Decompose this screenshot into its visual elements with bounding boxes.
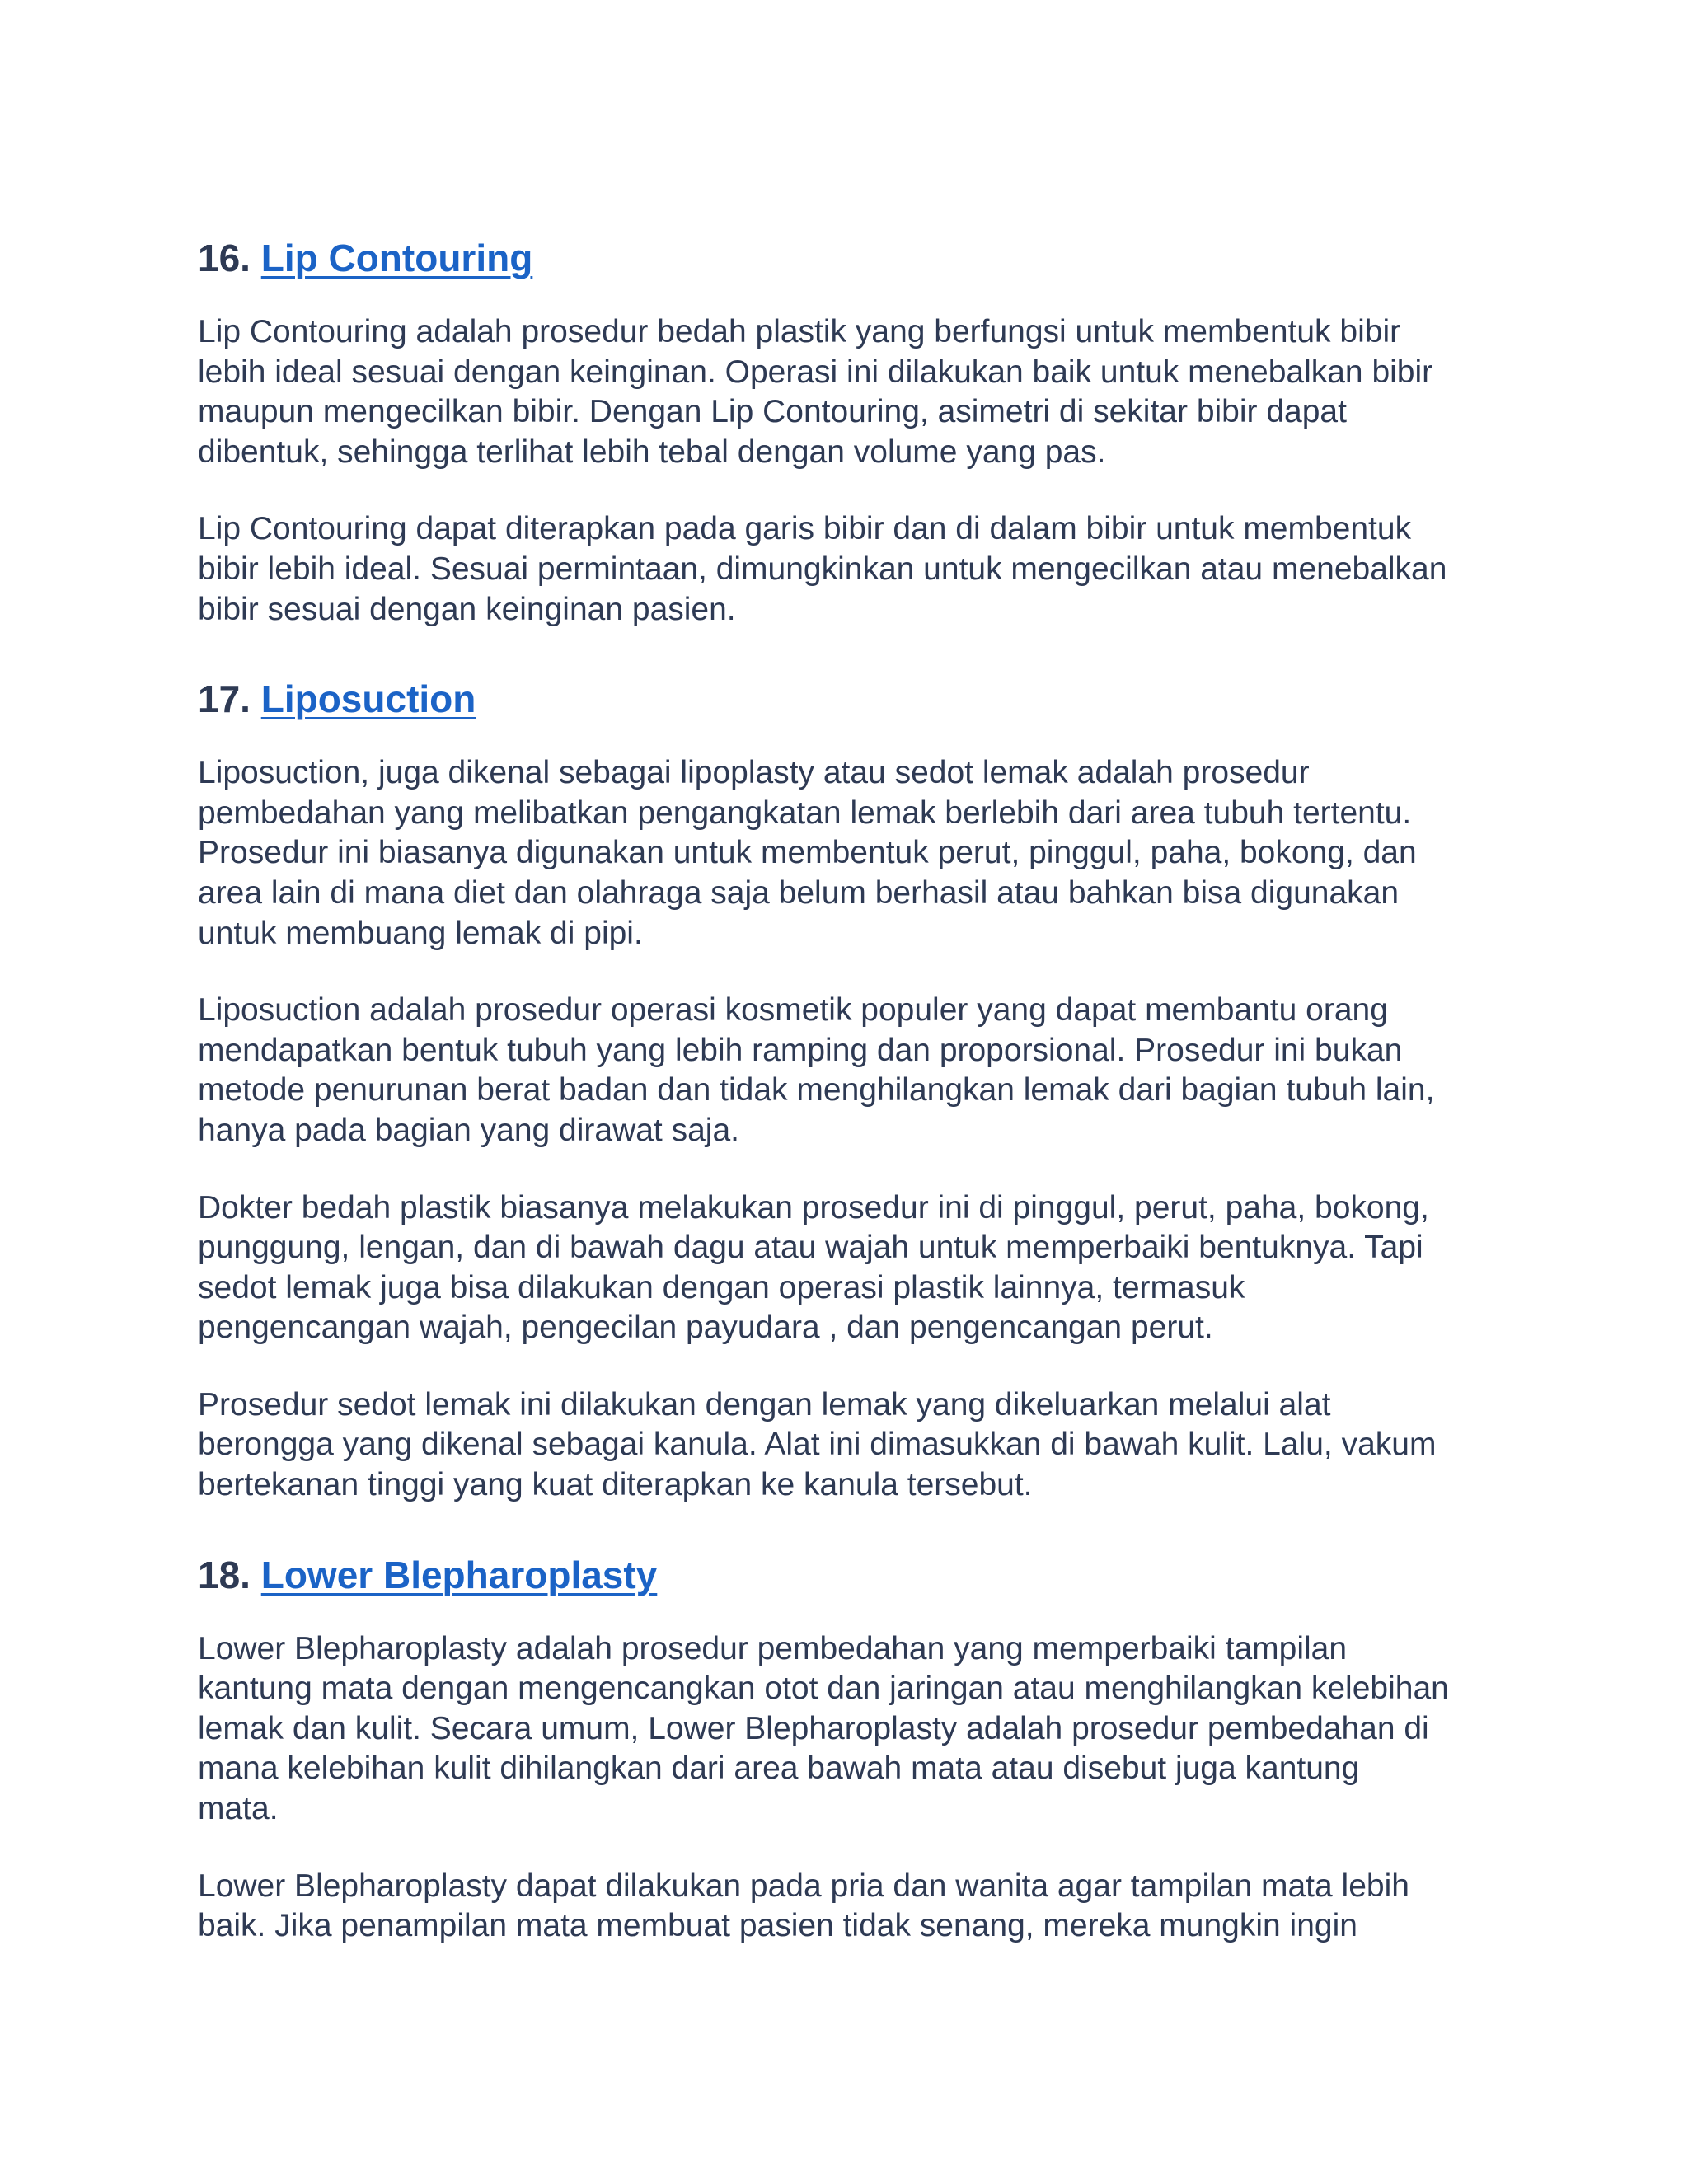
- text-line: Lip Contouring adalah prosedur bedah plastik yang berfungsi untuk membentuk bibir: [198, 314, 1401, 349]
- text-line: Prosedur sedot lemak ini dilakukan dengan lemak yang dikeluarkan melalui alat: [198, 1386, 1331, 1422]
- section-liposuction: [198, 672, 1500, 1506]
- paragraph: [198, 753, 1500, 954]
- text-line: sedot lemak juga bisa dilakukan dengan operasi plastik lainnya, termasuk: [198, 1269, 1245, 1305]
- text-line: Prosedur ini biasanya digunakan untuk membentuk perut, pinggul, paha, bokong, dan: [198, 835, 1417, 871]
- text-line: baik. Jika penampilan mata membuat pasien tidak senang, mereka mungkin ingin: [198, 1908, 1357, 1944]
- text-line: punggung, lengan, dan di bawah dagu atau wajah untuk memperbaiki bentuknya. Tapi: [198, 1230, 1423, 1266]
- paragraph: [198, 1629, 1500, 1830]
- text-line: Liposuction adalah prosedur operasi kosmetik populer yang dapat membantu orang: [198, 992, 1388, 1029]
- text-line: kantung mata dengan mengencangkan otot dan jaringan atau menghilangkan kelebihan: [198, 1671, 1449, 1707]
- text-line: lebih ideal sesuai dengan keinginan. Operasi ini dilakukan baik untuk menebalkan bibir: [198, 354, 1433, 390]
- text-line: Dokter bedah plastik biasanya melakukan prosedur ini di pinggul, perut, paha, bokong,: [198, 1189, 1429, 1226]
- section-heading: [198, 672, 1500, 726]
- text-line: hanya pada bagian yang dirawat saja.: [198, 1112, 739, 1148]
- section-lower-blepharoplasty: [198, 1548, 1500, 1947]
- document-page: [198, 231, 1500, 1947]
- paragraph: [198, 312, 1500, 472]
- section-number: 18.: [198, 1553, 251, 1596]
- section-heading: [198, 1548, 1500, 1602]
- text-line: bibir sesuai dengan keinginan pasien.: [198, 591, 736, 627]
- text-line: bertekanan tinggi yang kuat diterapkan ke kanula tersebut.: [198, 1467, 1033, 1503]
- text-line: mana kelebihan kulit dihilangkan dari area bawah mata atau disebut juga kantung: [198, 1750, 1360, 1787]
- text-line: mendapatkan bentuk tubuh yang lebih ramping dan proporsional. Prosedur ini bukan: [198, 1032, 1403, 1068]
- text-line: berongga yang dikenal sebagai kanula. Alat ini dimasukkan di bawah kulit. Lalu, vakum: [198, 1427, 1437, 1463]
- text-line: maupun mengecilkan bibir. Dengan Lip Contouring, asimetri di sekitar bibir dapat: [198, 394, 1347, 430]
- paragraph: [198, 1188, 1500, 1348]
- lip-contouring-link[interactable]: Lip Contouring: [260, 237, 533, 279]
- text-line: mata.: [198, 1791, 279, 1827]
- text-line: lemak dan kulit. Secara umum, Lower Blepharoplasty adalah prosedur pembedahan di: [198, 1710, 1429, 1746]
- section-heading: [198, 231, 1500, 285]
- text-line: Lower Blepharoplasty dapat dilakukan pada pria dan wanita agar tampilan mata lebih: [198, 1868, 1409, 1904]
- text-line: untuk membuang lemak di pipi.: [198, 915, 643, 951]
- paragraph: [198, 1385, 1500, 1506]
- text-line: Lip Contouring dapat diterapkan pada garis bibir dan di dalam bibir untuk membentuk: [198, 511, 1412, 547]
- paragraph: [198, 509, 1500, 630]
- text-line: Liposuction, juga dikenal sebagai lipoplasty atau sedot lemak adalah prosedur: [198, 755, 1310, 791]
- section-lip-contouring: [198, 231, 1500, 630]
- text-line: Lower Blepharoplasty adalah prosedur pembedahan yang memperbaiki tampilan: [198, 1630, 1348, 1666]
- section-number: 16.: [198, 237, 251, 279]
- section-number: 17.: [198, 677, 251, 721]
- text-line: metode penurunan berat badan dan tidak menghilangkan lemak dari bagian tubuh lain,: [198, 1072, 1435, 1108]
- paragraph: [198, 991, 1500, 1151]
- text-line: dibentuk, sehingga terlihat lebih tebal dengan volume yang pas.: [198, 434, 1106, 470]
- text-line: pembedahan yang melibatkan pengangkatan lemak berlebih dari area tubuh tertentu.: [198, 794, 1412, 831]
- lower-blepharoplasty-link[interactable]: Lower Blepharoplasty: [260, 1553, 658, 1596]
- text-line: area lain di mana diet dan olahraga saja belum berhasil atau bahkan bisa digunakan: [198, 874, 1400, 911]
- paragraph: [198, 1867, 1500, 1947]
- liposuction-link[interactable]: Liposuction: [260, 677, 476, 721]
- text-line: bibir lebih ideal. Sesuai permintaan, dimungkinkan untuk mengecilkan atau menebalkan: [198, 551, 1447, 587]
- text-line: pengencangan wajah, pengecilan payudara , dan pengencangan perut.: [198, 1310, 1213, 1346]
